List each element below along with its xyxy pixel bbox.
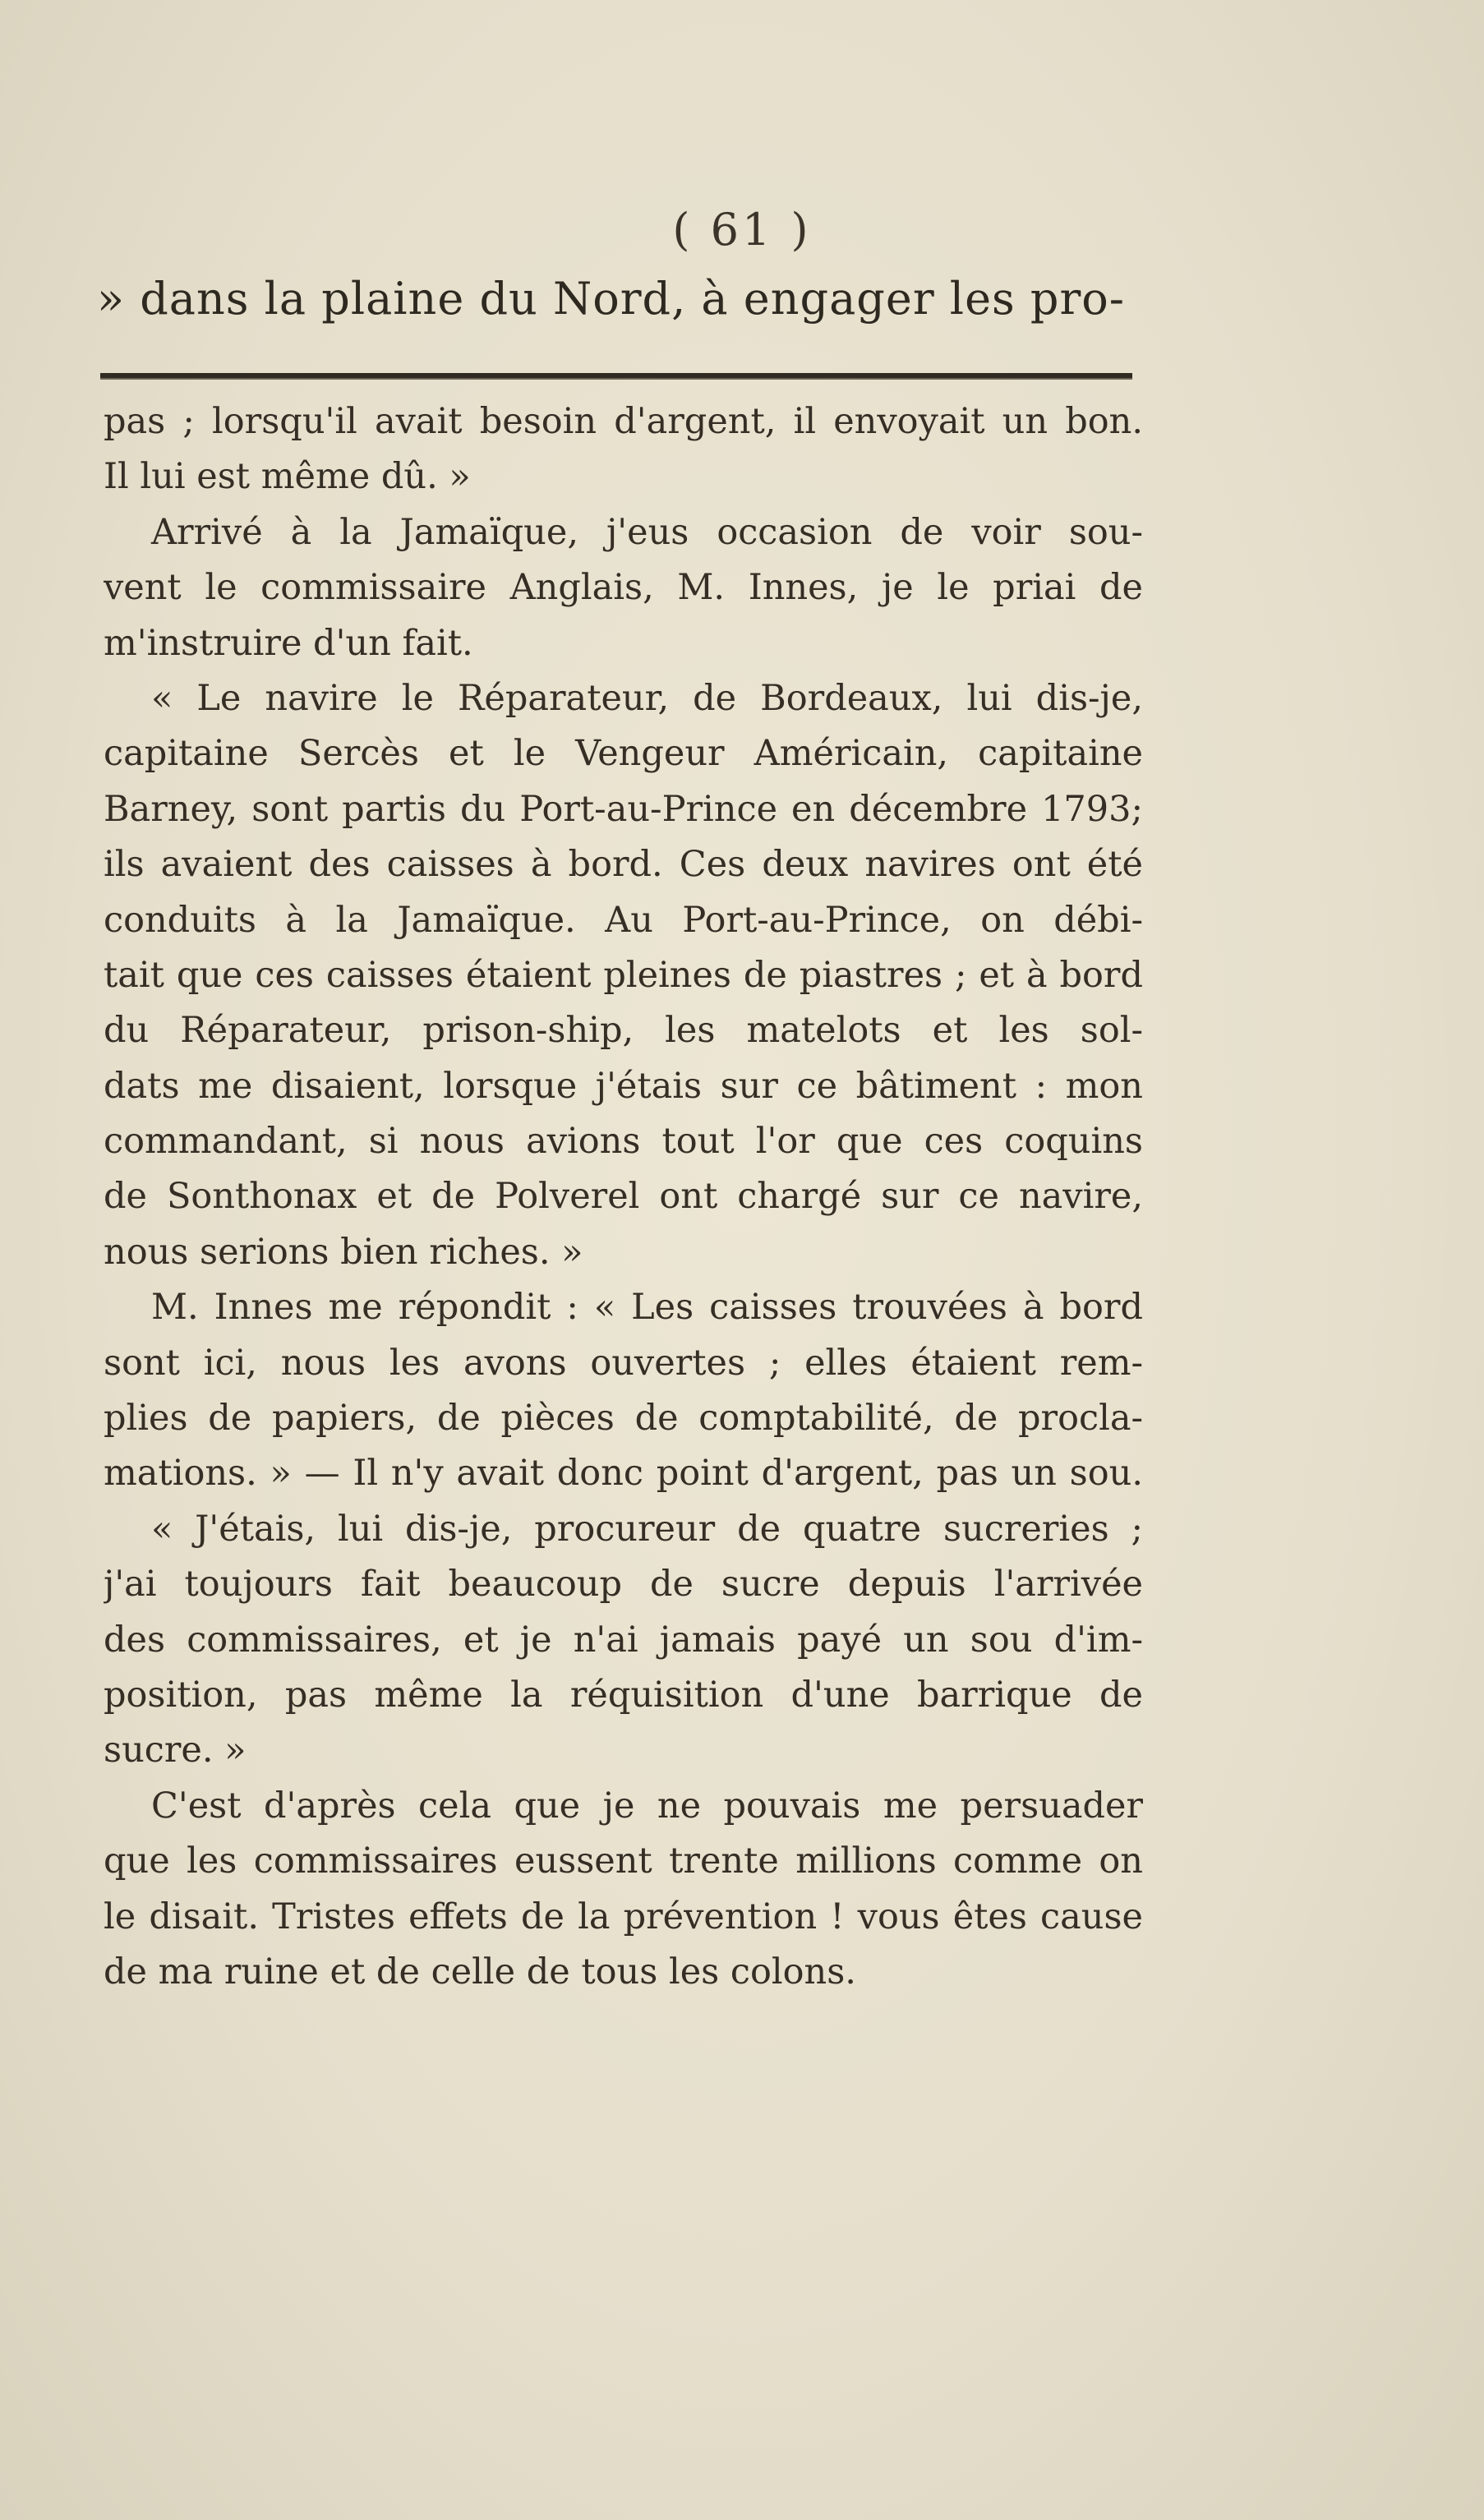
- running-header: » dans la plaine du Nord, à engager les pro-: [97, 273, 1126, 325]
- text-line: Arrivé à la Jamaïque, j'eus occasion de voir sou-: [151, 511, 1143, 553]
- text-line: dats me disaient, lorsque j'étais sur ce bâtiment : mon: [104, 1065, 1143, 1107]
- text-line: de Sonthonax et de Polverel ont chargé sur ce navire,: [104, 1176, 1143, 1218]
- text-line: conduits à la Jamaïque. Au Port-au-Prince, on débi-: [104, 899, 1143, 941]
- text-line: « Le navire le Réparateur, de Bordeaux, lui dis-je,: [151, 677, 1143, 719]
- text-line: plies de papiers, de pièces de comptabilité, de procla-: [104, 1398, 1143, 1440]
- text-line: Il lui est même dû. »: [104, 456, 471, 498]
- text-line: position, pas même la réquisition d'une barrique de: [104, 1674, 1143, 1716]
- page-number: ( 61 ): [672, 204, 812, 256]
- text-line: m'instruire d'un fait.: [104, 622, 473, 664]
- text-line: M. Innes me répondit : « Les caisses trouvées à bord: [151, 1287, 1143, 1329]
- text-line: mations. » — Il n'y avait donc point d'argent, pas un sou.: [104, 1453, 1143, 1495]
- header-rule: [100, 373, 1132, 380]
- text-line: sucre. »: [104, 1730, 247, 1771]
- text-line: vent le commissaire Anglais, M. Innes, je le priai de: [104, 567, 1143, 609]
- text-line: sont ici, nous les avons ouvertes ; elles étaient rem-: [104, 1342, 1143, 1384]
- text-line: Barney, sont partis du Port-au-Prince en décembre 1793;: [104, 788, 1143, 830]
- text-line: j'ai toujours fait beaucoup de sucre depuis l'arrivée: [104, 1564, 1143, 1606]
- text-line: de ma ruine et de celle de tous les colons.: [104, 1951, 856, 1993]
- text-line: nous serions bien riches. »: [104, 1231, 583, 1273]
- text-line: des commissaires, et je n'ai jamais payé un sou d'im-: [104, 1619, 1143, 1661]
- text-line: pas ; lorsqu'il avait besoin d'argent, il envoyait un bon.: [104, 401, 1143, 442]
- text-line: C'est d'après cela que je ne pouvais me persuader: [151, 1785, 1143, 1827]
- text-line: commandant, si nous avions tout l'or que ces coquins: [104, 1121, 1143, 1163]
- text-line: du Réparateur, prison-ship, les matelots et les sol-: [104, 1010, 1143, 1052]
- body-text: [104, 394, 1143, 2000]
- text-line: le disait. Tristes effets de la prévention ! vous êtes cause: [104, 1896, 1143, 1937]
- text-line: ils avaient des caisses à bord. Ces deux navires ont été: [104, 844, 1143, 886]
- text-line: « J'étais, lui dis-je, procureur de quatre sucreries ;: [151, 1508, 1143, 1550]
- text-line: tait que ces caisses étaient pleines de piastres ; et à bord: [104, 954, 1143, 996]
- text-line: que les commissaires eussent trente millions comme on: [104, 1840, 1143, 1882]
- text-line: capitaine Sercès et le Vengeur Américain, capitaine: [104, 733, 1143, 775]
